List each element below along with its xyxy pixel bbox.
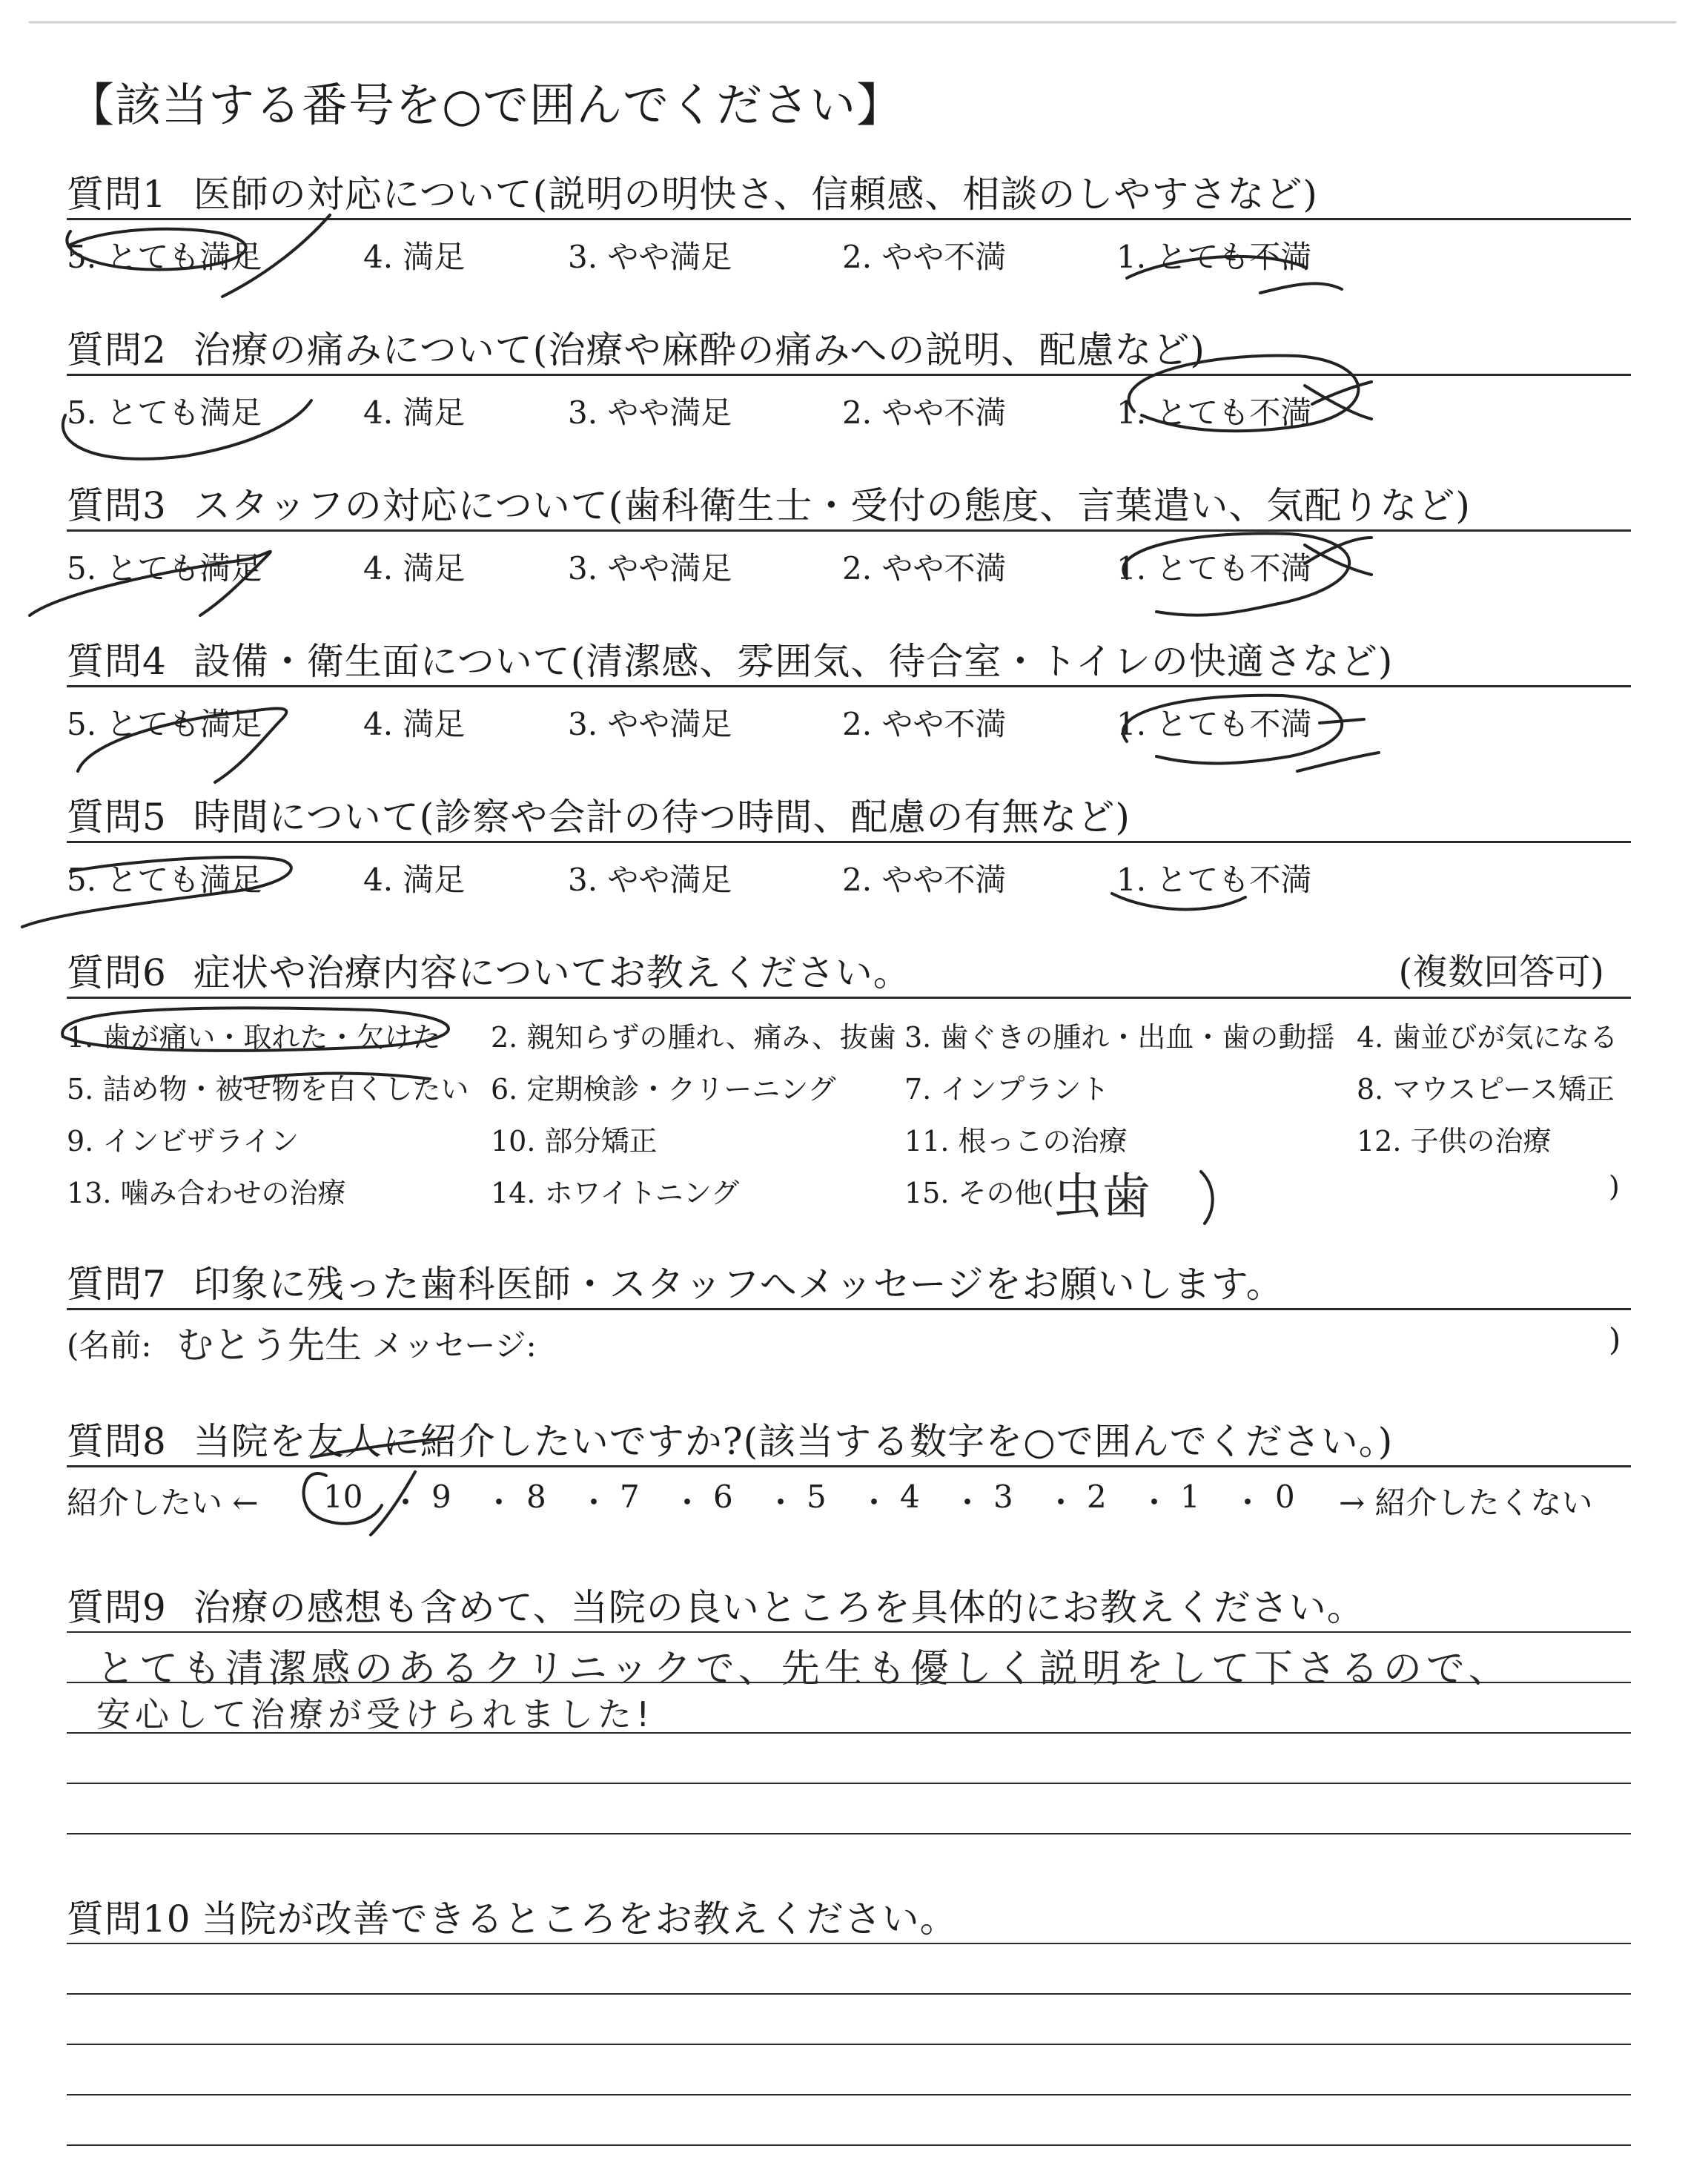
scale-separator: ・ [952, 1484, 984, 1521]
scale-0[interactable]: 0 [1275, 1479, 1295, 1515]
question-text: 治療の痛みについて(治療や麻酔の痛みへの説明、配慮など) [193, 328, 1205, 371]
scale-separator: ・ [1045, 1484, 1077, 1521]
question-title [67, 320, 1205, 374]
name-handwriting: むとう先生 [176, 1324, 362, 1367]
q2-x-mark [1305, 382, 1371, 419]
message-close-paren: ) [1609, 1321, 1621, 1358]
scale-separator: ・ [483, 1484, 515, 1521]
question-title [67, 1412, 1393, 1465]
answer-line [67, 1783, 1631, 1784]
symptom-option-1[interactable]: 1. 歯が痛い・取れた・欠けた [67, 1021, 441, 1054]
question-text: 印象に残った歯科医師・スタッフへメッセージをお願いします。 [193, 1263, 1284, 1306]
option-1[interactable]: 1. とても不満 [1116, 239, 1312, 275]
symptom-option-8[interactable]: 8. マウスピース矯正 [1357, 1073, 1615, 1106]
answer-line [67, 1682, 1631, 1683]
scale-3[interactable]: 3 [993, 1479, 1013, 1515]
scale-left-label: 紹介したい ← [67, 1484, 259, 1521]
symptom-option-5[interactable]: 5. 詰め物・被せ物を白くしたい [67, 1073, 469, 1106]
question-title [67, 1578, 1365, 1631]
scale-9[interactable]: 9 [431, 1479, 451, 1515]
q3-x-mark [1305, 538, 1371, 575]
scale-separator: ・ [765, 1484, 797, 1521]
multiple-answers-note: (複数回答可) [1398, 951, 1604, 993]
scale-5[interactable]: 5 [807, 1479, 827, 1515]
answer-line [67, 1833, 1631, 1834]
option-4[interactable]: 4. 満足 [363, 550, 466, 587]
option-4[interactable]: 4. 満足 [363, 706, 466, 742]
question-rule [67, 997, 1631, 999]
other-answer-handwriting: 虫歯 [1053, 1168, 1151, 1225]
symptom-option-6[interactable]: 6. 定期検診・クリーニング [491, 1073, 836, 1106]
answer-line [67, 1631, 1631, 1633]
question-number: 質問9 [67, 1586, 167, 1629]
symptom-option-12[interactable]: 12. 子供の治療 [1357, 1125, 1552, 1157]
scale-separator: ・ [672, 1484, 704, 1521]
option-3[interactable]: 3. やや満足 [568, 706, 732, 742]
question-rule [67, 841, 1631, 843]
question-title [67, 1889, 958, 1943]
option-2[interactable]: 2. やや不満 [842, 706, 1007, 742]
message-label: メッセージ: [372, 1327, 537, 1364]
question-text: 当院が改善できるところをお教えください。 [201, 1898, 958, 1941]
question-text: 当院を友人に紹介したいですか?(該当する数字を○で囲んでください。) [193, 1420, 1394, 1463]
option-5[interactable]: 5. とても満足 [67, 862, 262, 898]
symptom-option-14[interactable]: 14. ホワイトニング [491, 1177, 740, 1209]
question-number: 質問2 [67, 328, 167, 371]
answer-line [67, 1732, 1631, 1734]
question-text: 医師の対応について(説明の明快さ、信頼感、相談のしやすさなど) [193, 173, 1318, 216]
question-text: 時間について(診察や会計の待つ時間、配慮の有無など) [193, 796, 1131, 839]
question-title [67, 1255, 1284, 1308]
question-rule [67, 685, 1631, 687]
question-title [67, 787, 1131, 841]
question-rule [67, 1308, 1631, 1310]
scale-separator: ・ [390, 1484, 422, 1521]
symptom-option-2[interactable]: 2. 親知らずの腫れ、痛み、抜歯 [491, 1021, 896, 1054]
scale-separator: ・ [1232, 1484, 1264, 1521]
question-rule [67, 218, 1631, 220]
scale-1[interactable]: 1 [1180, 1479, 1200, 1515]
answer-line [67, 1943, 1631, 1944]
question-text: スタッフの対応について(歯科衛生士・受付の態度、言葉遣い、気配りなど) [193, 484, 1471, 527]
answer-line [67, 2094, 1631, 2095]
option-3[interactable]: 3. やや満足 [568, 550, 732, 587]
question-number: 質問10 [67, 1898, 191, 1941]
scale-separator: ・ [578, 1484, 610, 1521]
scale-right-label: → 紹介したくない [1339, 1484, 1593, 1521]
form-header: 【該当する番号を○で囲んでください】 [68, 78, 904, 132]
question-text: 設備・衛生面について(清潔感、雰囲気、待合室・トイレの快適さなど) [193, 640, 1394, 683]
answer-handwriting-line-1: とても清潔感のあるクリニックで、先生も優しく説明をして下さるので、 [96, 1647, 1512, 1691]
symptom-option-4[interactable]: 4. 歯並びが気になる [1357, 1021, 1618, 1054]
option-5[interactable]: 5. とても満足 [67, 239, 262, 275]
question-rule [67, 1465, 1631, 1467]
question-rule [67, 374, 1631, 376]
option-3[interactable]: 3. やや満足 [568, 862, 732, 898]
question-number: 質問6 [67, 951, 167, 994]
scale-4[interactable]: 4 [900, 1479, 920, 1515]
option-1[interactable]: 1. とても不満 [1116, 550, 1312, 587]
question-title [67, 165, 1318, 218]
scale-8[interactable]: 8 [526, 1479, 546, 1515]
scale-6[interactable]: 6 [713, 1479, 733, 1515]
symptom-option-11[interactable]: 11. 根っこの治療 [904, 1125, 1128, 1157]
option-4[interactable]: 4. 満足 [363, 394, 466, 431]
question-number: 質問7 [67, 1263, 167, 1306]
scale-10[interactable]: 10 [323, 1479, 363, 1515]
symptom-option-13[interactable]: 13. 噛み合わせの治療 [67, 1177, 346, 1209]
option-1[interactable]: 1. とても不満 [1116, 862, 1312, 898]
symptom-option-7[interactable]: 7. インプラント [904, 1073, 1110, 1106]
question-number: 質問8 [67, 1420, 167, 1463]
question-number: 質問5 [67, 796, 167, 839]
option-2[interactable]: 2. やや不満 [842, 550, 1007, 587]
question-rule [67, 529, 1631, 532]
option-5[interactable]: 5. とても満足 [67, 550, 262, 587]
answer-line [67, 2144, 1631, 2146]
option-2[interactable]: 2. やや不満 [842, 862, 1007, 898]
question-number: 質問4 [67, 640, 167, 683]
question-title [67, 632, 1393, 685]
question-text: 症状や治療内容についてお教えください。 [193, 951, 911, 994]
option-5[interactable]: 5. とても満足 [67, 394, 262, 431]
question-number: 質問1 [67, 173, 167, 216]
scale-7[interactable]: 7 [620, 1479, 640, 1515]
answer-line [67, 2044, 1631, 2045]
option-4[interactable]: 4. 満足 [363, 862, 466, 898]
question-text: 治療の感想も含めて、当院の良いところを具体的にお教えください。 [193, 1586, 1365, 1629]
q6-other-bracket-mark [1201, 1172, 1213, 1223]
option-1[interactable]: 1. とても不満 [1116, 706, 1312, 742]
option-3[interactable]: 3. やや満足 [568, 394, 732, 431]
question-number: 質問3 [67, 484, 167, 527]
answer-line [67, 1993, 1631, 1995]
scale-2[interactable]: 2 [1087, 1479, 1107, 1515]
option-5[interactable]: 5. とても満足 [67, 706, 262, 742]
option-3[interactable]: 3. やや満足 [568, 239, 732, 275]
answer-handwriting-line-2: 安心して治療が受けられました! [96, 1694, 655, 1734]
option-4[interactable]: 4. 満足 [363, 239, 466, 275]
question-title [67, 943, 911, 997]
option-1[interactable]: 1. とても不満 [1116, 394, 1312, 431]
symptom-option-9[interactable]: 9. インビザライン [67, 1125, 299, 1157]
name-label: (名前: [67, 1327, 152, 1364]
option-2[interactable]: 2. やや不満 [842, 239, 1007, 275]
option-2[interactable]: 2. やや不満 [842, 394, 1007, 431]
question-title [67, 476, 1471, 529]
symptom-option-15[interactable]: 15. その他( [904, 1177, 1054, 1209]
other-close-paren: ) [1609, 1170, 1620, 1203]
symptom-option-3[interactable]: 3. 歯ぐきの腫れ・出血・歯の動揺 [904, 1021, 1335, 1054]
symptom-option-10[interactable]: 10. 部分矯正 [491, 1125, 658, 1157]
scale-separator: ・ [1139, 1484, 1171, 1521]
scale-separator: ・ [858, 1484, 890, 1521]
